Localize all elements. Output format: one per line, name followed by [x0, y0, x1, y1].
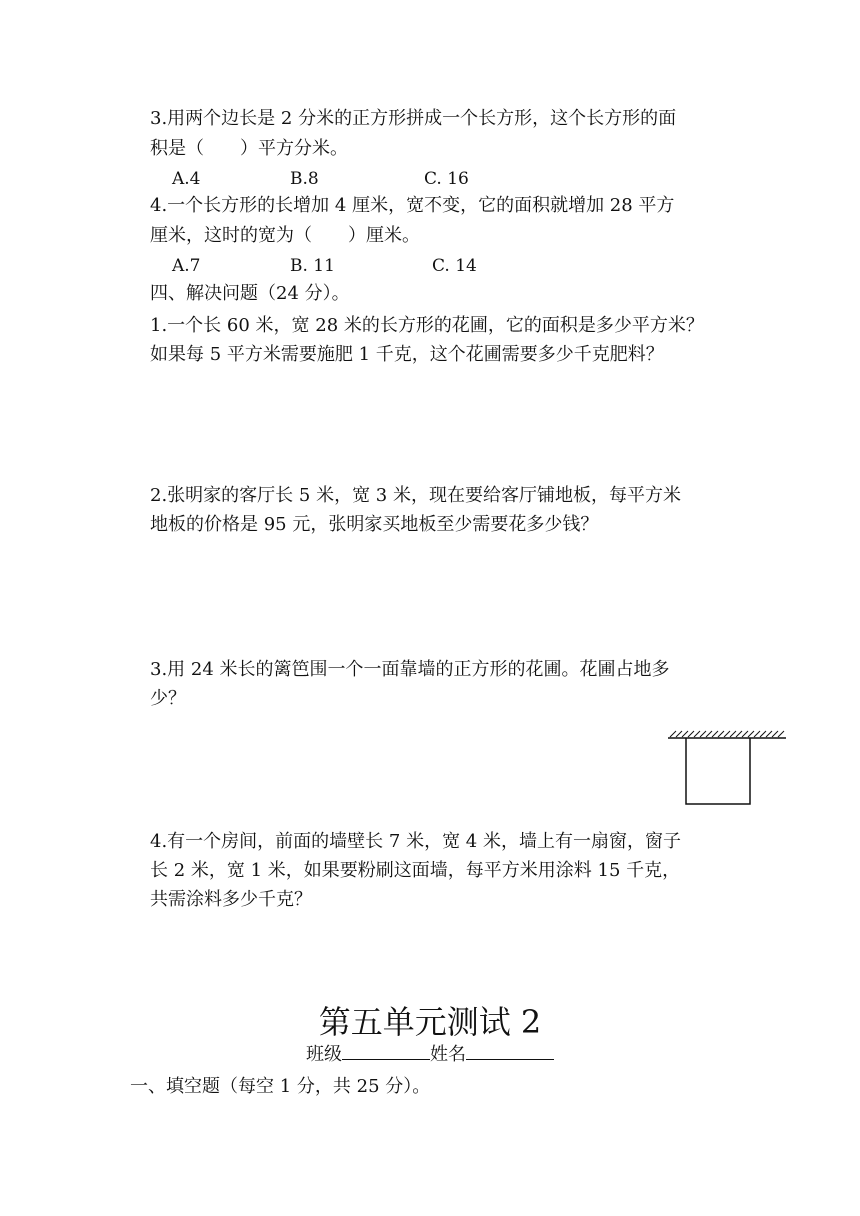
- mc-q4-line1: 4.一个长方形的长增加 4 厘米，宽不变，它的面积就增加 28 平方: [150, 195, 675, 216]
- problem2-line2: 地板的价格是 95 元，张明家买地板至少需要花多少钱？: [150, 514, 599, 535]
- problem4-line3: 共需涂料多少千克？: [150, 889, 312, 910]
- class-blank[interactable]: [342, 1043, 430, 1060]
- problem2-line1: 2.张明家的客厅长 5 米，宽 3 米，现在要给客厅铺地板，每平方米: [150, 485, 681, 506]
- square-garden-against-wall-diagram: [668, 728, 786, 808]
- class-name-line: [0, 1042, 860, 1068]
- mc-q4-line2: 厘米，这时的宽为（ ）厘米。: [150, 225, 420, 246]
- mc-q3-line1: 3.用两个边长是 2 分米的正方形拼成一个长方形，这个长方形的面: [150, 108, 677, 129]
- mc-q4-option-c: C. 14: [432, 256, 477, 276]
- problem4-line2: 长 2 米，宽 1 米，如果要粉刷这面墙，每平方米用涂料 15 千克，: [150, 860, 681, 881]
- problem1-line2: 如果每 5 平方米需要施肥 1 千克，这个花圃需要多少千克肥料？: [150, 344, 664, 365]
- problem3-line1: 3.用 24 米长的篱笆围一个一面靠墙的正方形的花圃。花圃占地多: [150, 659, 670, 680]
- mc-q4-option-b: B. 11: [290, 256, 335, 276]
- name-label: 姓名: [430, 1044, 466, 1065]
- section4-heading: 四、解决问题（24 分）。: [150, 283, 350, 304]
- problem1-line1: 1.一个长 60 米，宽 28 米的长方形的花圃，它的面积是多少平方米？: [150, 315, 704, 336]
- mc-q4-option-a: A.7: [172, 256, 201, 276]
- test2-title: 第五单元测试 2: [318, 1003, 542, 1041]
- class-label: 班级: [306, 1044, 342, 1065]
- mc-q3-option-b: B.8: [290, 169, 319, 189]
- mc-q3-option-a: A.4: [172, 169, 201, 189]
- name-blank[interactable]: [466, 1043, 554, 1060]
- problem4-line1: 4.有一个房间，前面的墙壁长 7 米，宽 4 米，墙上有一扇窗，窗子: [150, 831, 681, 852]
- section1-heading: 一、填空题（每空 1 分，共 25 分）。: [130, 1076, 431, 1097]
- mc-q3-option-c: C. 16: [424, 169, 469, 189]
- mc-q3-line2: 积是（ ）平方分米。: [150, 138, 348, 159]
- problem3-line2: 少？: [150, 688, 186, 709]
